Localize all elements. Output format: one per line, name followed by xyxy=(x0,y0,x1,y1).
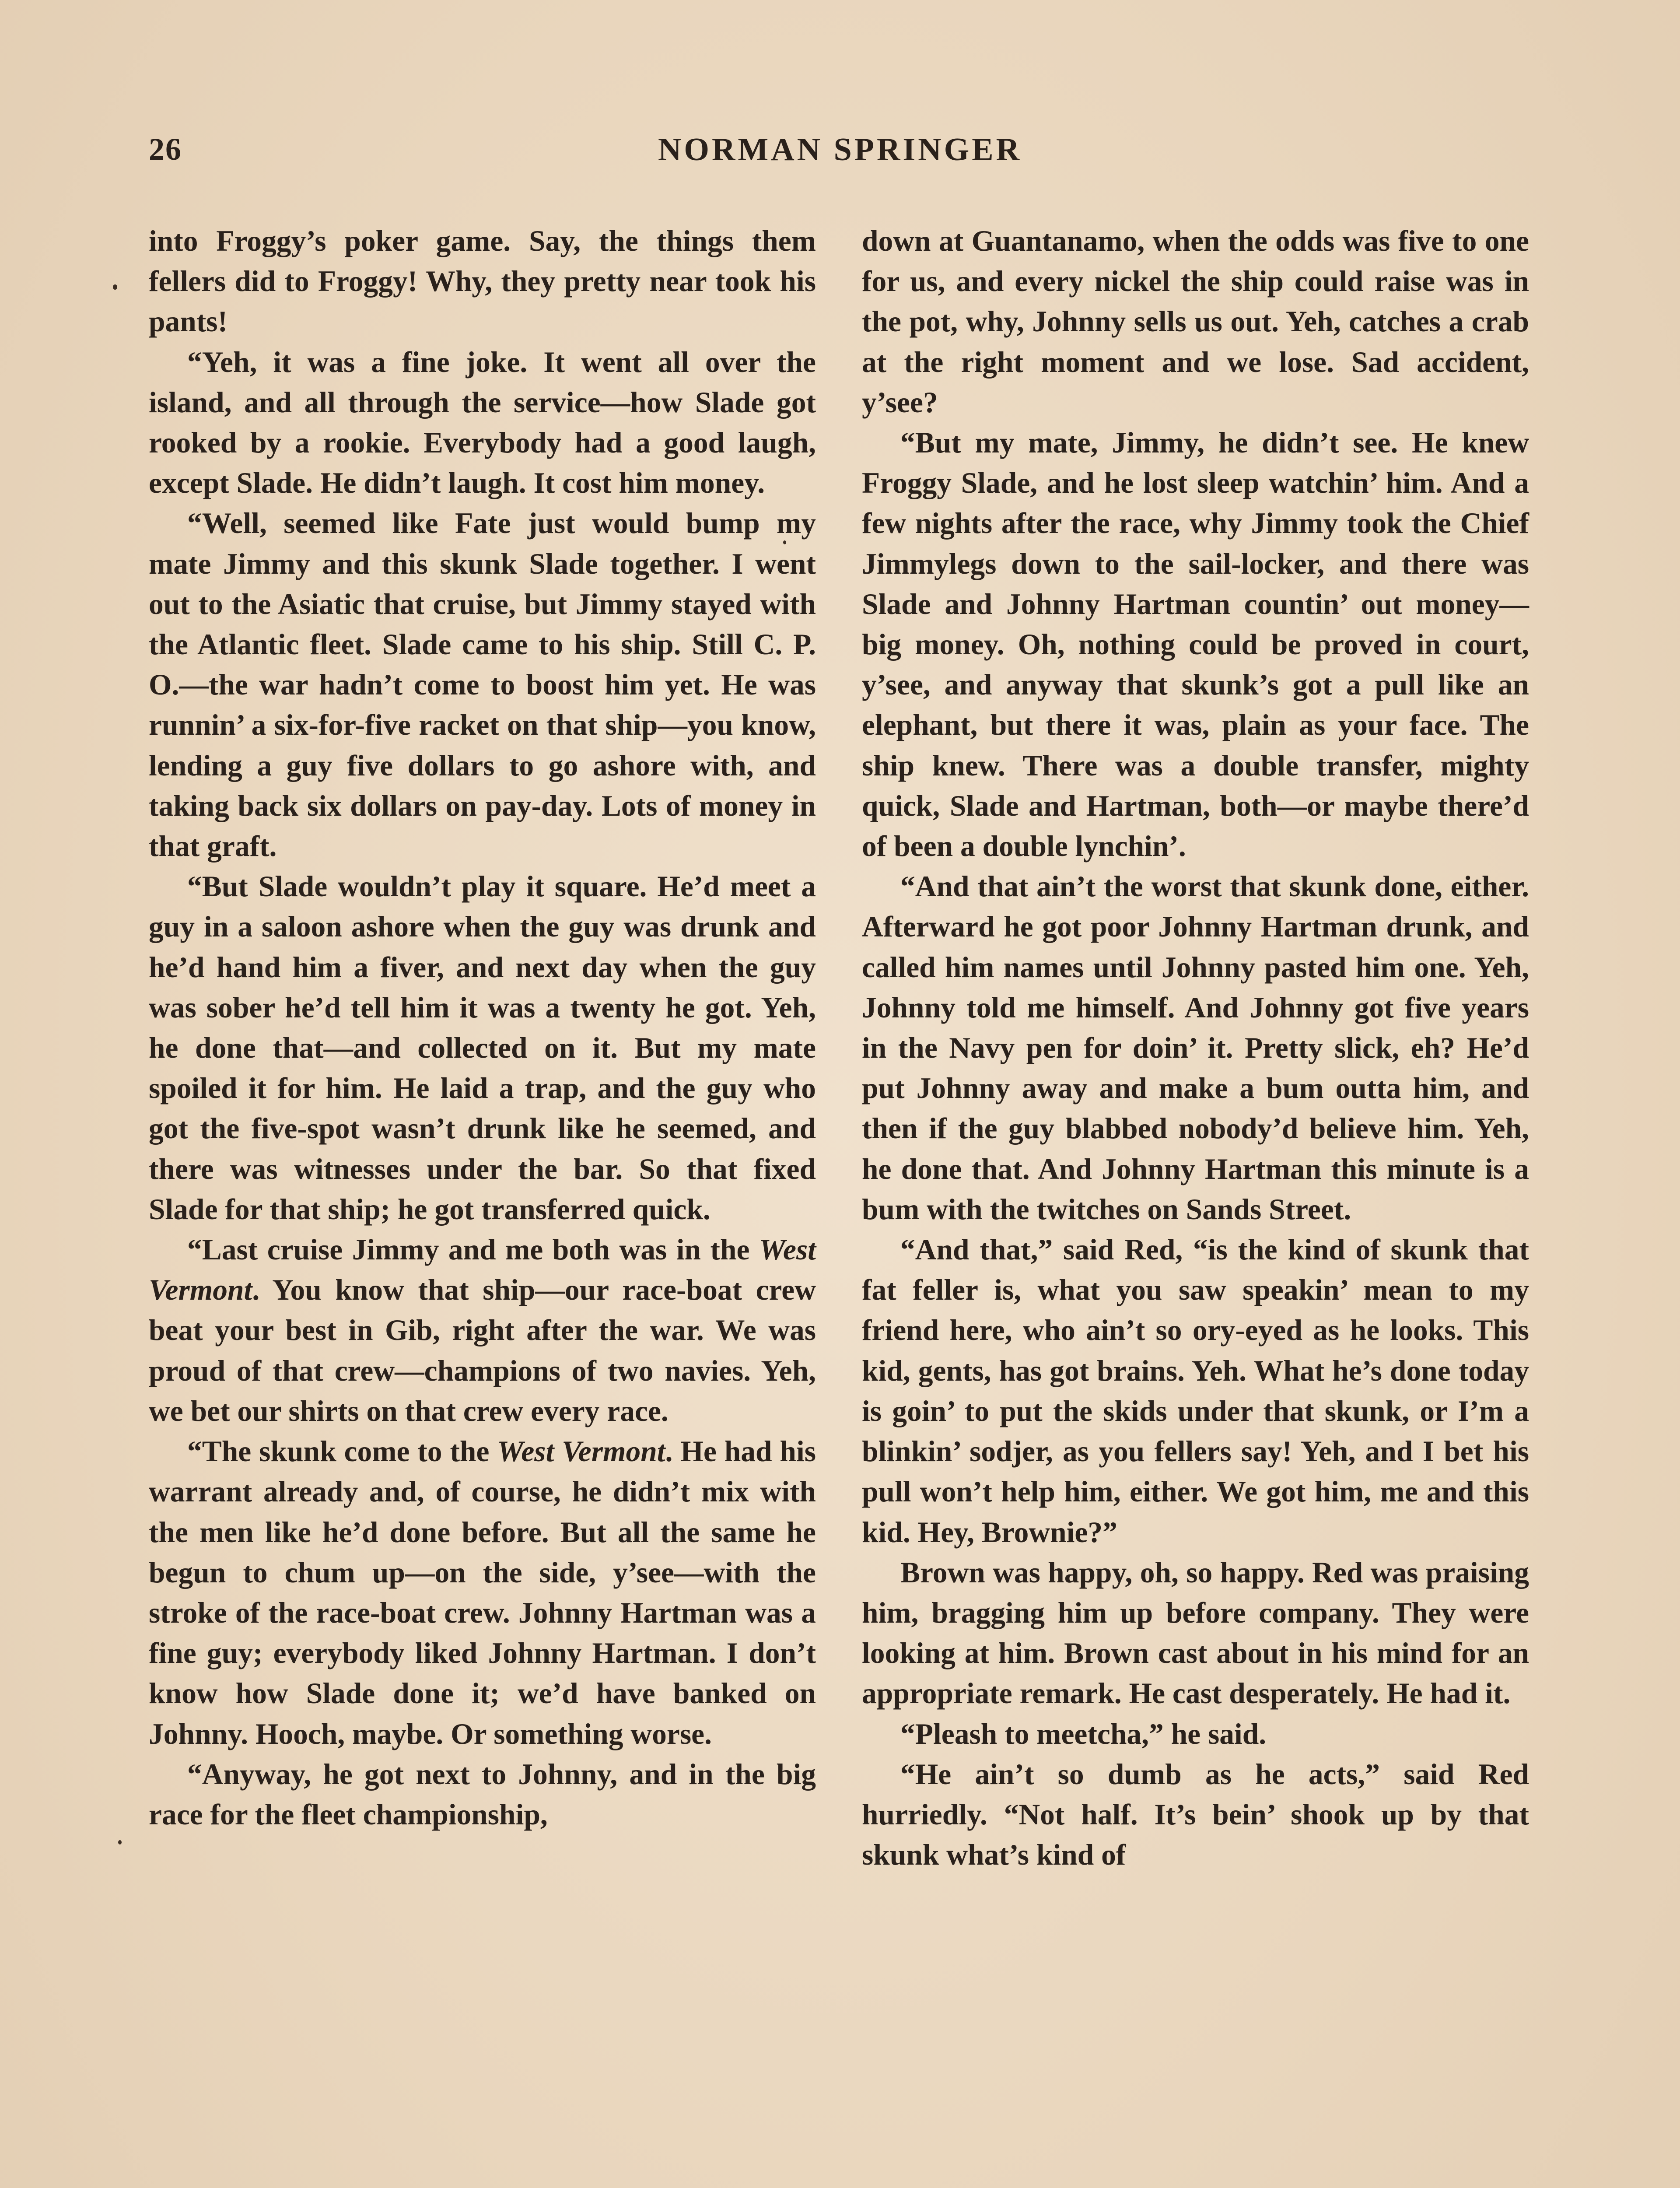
paragraph-text: “Last cruise Jimmy and me both was in the xyxy=(187,1233,759,1266)
paragraph: “He ain’t so dumb as he acts,” said Red hurriedly. “Not half. It’s bein’ shook up by that skunk what’s kind of xyxy=(862,1757,1529,1872)
ship-name: West Vermont xyxy=(149,1233,816,1307)
paragraph-text: . He had his warrant already and, of course, he didn’t mix with the men like he’d done before. But all the same he begun to chum up—on the side, y’see—with the stroke of the race-boat crew. Johnny Hartman was a fine guy; everybody liked Johnny Hartman. I don’t know how Slade done it; we’d have banked on Johnny. Hooch, maybe. Or something worse. xyxy=(149,1435,816,1750)
paragraph-text: “The skunk come to the xyxy=(187,1435,497,1468)
left-column xyxy=(149,221,816,1835)
print-speck xyxy=(113,284,117,290)
paragraph: down at Guantanamo, when the odds was five to one for us, and every nickel the ship could raise was in the pot, why, Johnny sells us out. Yeh, catches a crab at the right moment and we lose. Sad accident, y’see? xyxy=(862,224,1529,419)
print-speck xyxy=(118,1840,122,1844)
paragraph xyxy=(149,1230,816,1431)
paragraph-text: . You know that ship—our race-boat crew beat your best in Gib, right after the war. We was proud of that crew—champions of two navies. Yeh, we bet our shirts on that crew every race. xyxy=(149,1273,816,1427)
print-speck xyxy=(783,540,786,544)
ship-name: West Vermont xyxy=(497,1435,665,1468)
paragraph xyxy=(149,1431,816,1754)
right-column xyxy=(862,221,1529,1875)
paragraph: “But my mate, Jimmy, he didn’t see. He knew Froggy Slade, and he lost sleep watchin’ him. And a few nights after the race, why Jimmy took the Chief Jimmylegs down to the sail-locker, and there was Slade and Johnny Hartman countin’ out money—big money. Oh, nothing could be proved in court, y’see, and anyway that skunk’s got a pull like an elephant, but there it was, plain as your face. The ship knew. There was a double transfer, mighty quick, Slade and Hartman, both—or maybe there’d of been a double lynchin’. xyxy=(862,426,1529,863)
page-number: 26 xyxy=(149,132,182,167)
paragraph: “But Slade wouldn’t play it square. He’d meet a guy in a saloon ashore when the guy was drunk and he’d hand him a fiver, and next day when the guy was sober he’d tell him it was a twenty he got. Yeh, he done that—and collected on it. But my mate spoiled it for him. He laid a trap, and the guy who got the five-spot wasn’t drunk like he seemed, and there was witnesses under the bar. So that fixed Slade for that ship; he got transferred quick. xyxy=(149,870,816,1226)
paragraph: “Well, seemed like Fate just would bump my mate Jimmy and this skunk Slade together. I went out to the Asiatic that cruise, but Jimmy stayed with the Atlantic fleet. Slade came to his ship. Still C. P. O.—the war hadn’t come to boost him yet. He was runnin’ a six-for-five racket on that ship—you know, lending a guy five dollars to go ashore with, and taking back six dollars on pay-day. Lots of money in that graft. xyxy=(149,507,816,863)
paragraph: “Pleash to meetcha,” he said. xyxy=(900,1717,1267,1750)
paragraph: Brown was happy, oh, so happy. Red was praising him, bragging him up before company. They were looking at him. Brown cast about in his mind for an appropriate remark. He cast desperately. He had it. xyxy=(862,1556,1529,1710)
running-head: NORMAN SPRINGER xyxy=(658,132,1022,168)
paragraph: into Froggy’s poker game. Say, the things them fellers did to Froggy! Why, they pretty near took his pants! xyxy=(149,224,816,338)
paragraph: “And that ain’t the worst that skunk done, either. Afterward he got poor Johnny Hartman drunk, and called him names until Johnny pasted him one. Yeh, Johnny told me himself. And Johnny got five years in the Navy pen for doin’ it. Pretty slick, eh? He’d put Johnny away and make a bum outta him, and then if the guy blabbed nobody’d believe him. Yeh, he done that. And Johnny Hartman this minute is a bum with the twitches on Sands Street. xyxy=(862,870,1529,1226)
paragraph: “And that,” said Red, “is the kind of skunk that fat feller is, what you saw speakin’ mean to my friend here, who ain’t so ory-eyed as he looks. This kid, gents, has got brains. Yeh. What he’s done today is goin’ to put the skids under that skunk, or I’m a blinkin’ sodjer, as you fellers say! Yeh, and I bet his pull won’t help him, either. We got him, me and this kid. Hey, Brownie?” xyxy=(862,1233,1529,1549)
paragraph: “Anyway, he got next to Johnny, and in the big race for the fleet championship, xyxy=(149,1757,816,1831)
paragraph: “Yeh, it was a fine joke. It went all over the island, and all through the service—how Slade got rooked by a rookie. Everybody had a good laugh, except Slade. He didn’t laugh. It cost him money. xyxy=(149,345,816,500)
page-header xyxy=(149,131,1531,184)
